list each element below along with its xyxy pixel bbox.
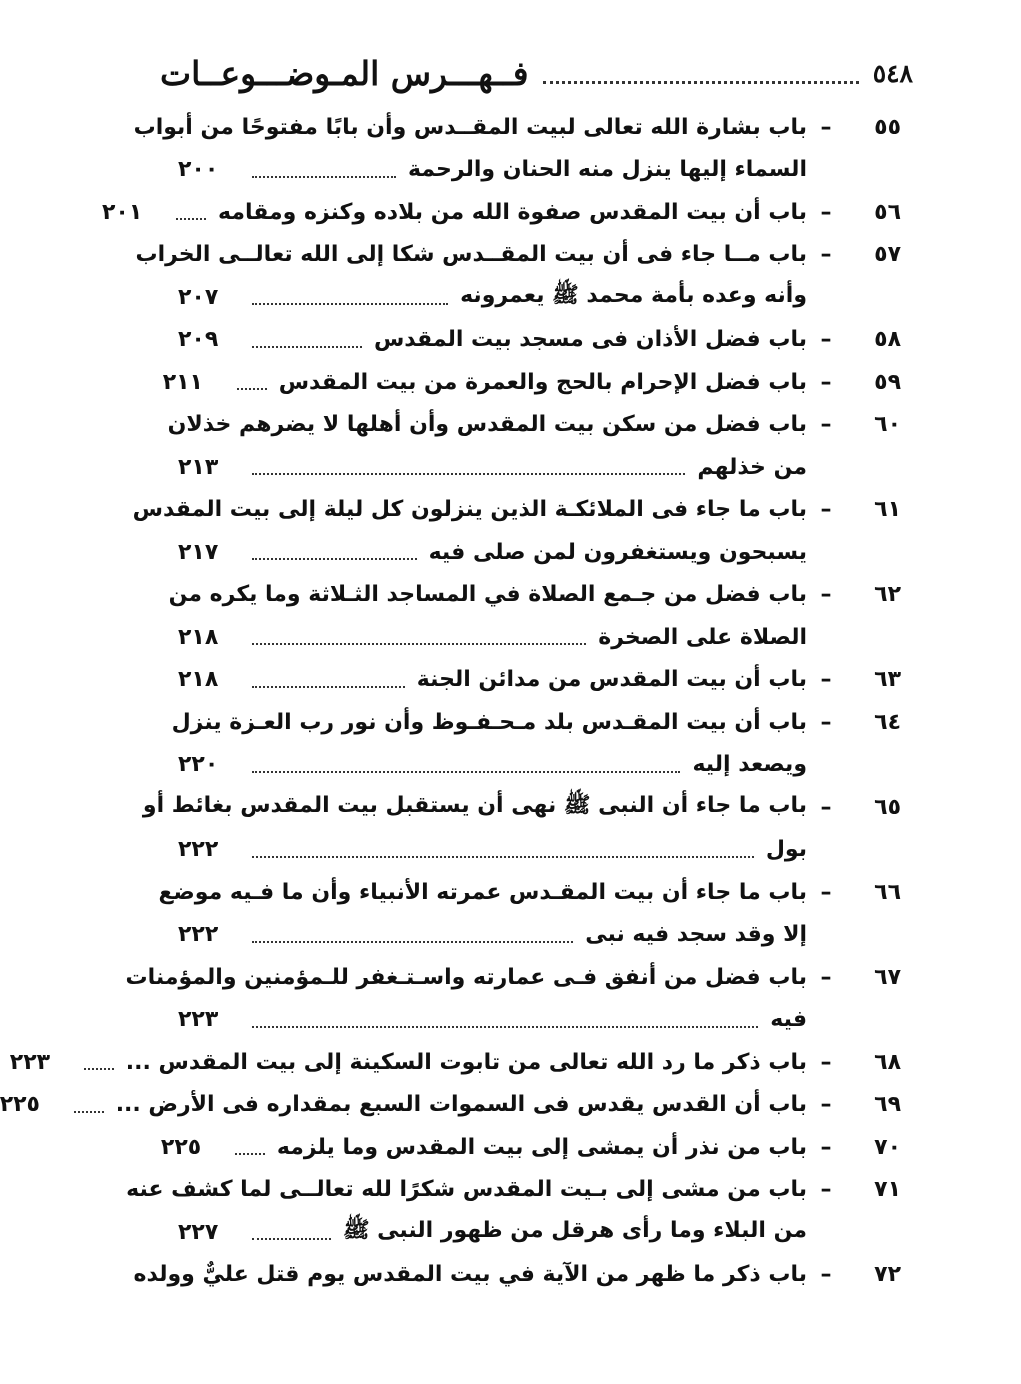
- toc-row: [168, 574, 901, 617]
- entry-title-line: إلا وقد سجد فيه نبى: [585, 922, 807, 948]
- toc-row: [178, 744, 901, 787]
- entry-dash: –: [820, 964, 832, 990]
- entry-dash: –: [820, 369, 832, 395]
- entry-number: ٧١: [874, 1177, 901, 1203]
- entry-number: ٥٨: [874, 327, 901, 353]
- entry-title-line: باب فضل من سكن بيت المقدس وأن أهلها لا يضرهم خذلان: [167, 412, 807, 438]
- entry-page-number: ٢٢٥: [0, 1092, 40, 1118]
- dot-leader: [252, 842, 754, 858]
- entry-title-line: باب فضل الإحرام بالحج والعمرة من بيت المقدس: [278, 369, 807, 395]
- toc-row: [178, 659, 901, 702]
- dot-leader: [84, 1054, 114, 1070]
- entry-number: ٥٦: [874, 199, 901, 225]
- entry-title-line: باب فضل من أنفق فـى عمارته واسـتـغفر للـمؤمنين والمؤمنات: [125, 964, 807, 990]
- dot-leader: [252, 629, 586, 645]
- dot-leader: [252, 927, 573, 943]
- dot-leader: [252, 544, 417, 560]
- toc-row: [102, 191, 901, 234]
- entry-page-number: ٢١٨: [178, 667, 219, 693]
- entry-title-line: باب من مشى إلى بـيت المقدس شكرًا لله تعالــى لما كشف عنه: [126, 1177, 807, 1203]
- toc-row: [178, 531, 901, 574]
- entry-page-number: ٢١١: [162, 369, 203, 395]
- entry-title-line: الصلاة على الصخرة: [598, 624, 807, 650]
- entry-number: ٦٣: [874, 667, 901, 693]
- toc-row: [171, 701, 901, 744]
- entry-number: ٥٩: [874, 369, 901, 395]
- header-dot-leader: [543, 63, 859, 84]
- entry-page-number: ٢٠٩: [178, 327, 219, 353]
- entry-title-line: ويصعد إليه: [692, 752, 807, 778]
- entry-number: ٦٥: [874, 794, 901, 820]
- entry-dash: –: [820, 412, 832, 438]
- dot-leader: [252, 757, 680, 773]
- toc-row: [178, 999, 901, 1042]
- entry-title-line: السماء إليها ينزل منه الحنان والرحمة: [407, 157, 807, 183]
- entry-dash: –: [820, 1177, 832, 1203]
- entry-title-line: باب من نذر أن يمشى إلى بيت المقدس وما يلزمه: [276, 1134, 807, 1160]
- toc-row: [9, 1041, 901, 1084]
- toc-row: [126, 1169, 901, 1212]
- entry-title-line: يسبحون ويستغفرون لمن صلى فيه: [428, 539, 807, 565]
- entry-number: ٦٢: [874, 582, 901, 608]
- entry-dash: –: [820, 114, 832, 140]
- dot-leader: [176, 204, 206, 220]
- toc-row: [178, 149, 901, 192]
- toc-row: [160, 1126, 901, 1169]
- entry-title-line: من البلاء وما رأى هرقل من ظهور النبى ﷺ: [342, 1218, 807, 1244]
- toc-row: [178, 914, 901, 957]
- entry-dash: –: [820, 1134, 832, 1160]
- entry-title-line: باب ما جاء فى الملائكـة الذين ينزلون كل ليلة إلى بيت المقدس: [132, 497, 807, 523]
- entry-title-line: باب ذكر ما ظهر من الآية في بيت المقدس يوم قتل عليٌّ وولده: [133, 1262, 807, 1288]
- entry-number: ٦٩: [874, 1092, 901, 1118]
- entry-title-line: باب أن القدس يقدس فى السموات السبع بمقداره فى الأرض ...: [115, 1092, 807, 1118]
- dot-leader: [252, 459, 685, 475]
- entry-number: ٦٤: [874, 709, 901, 735]
- entry-number: ٦٠: [874, 412, 901, 438]
- entry-page-number: ٢٢٥: [160, 1134, 202, 1160]
- toc-row: [142, 786, 901, 829]
- entry-dash: –: [820, 794, 832, 820]
- entry-dash: –: [820, 242, 832, 268]
- entry-number: ٧٢: [874, 1262, 901, 1288]
- toc-row: [125, 956, 901, 999]
- entry-page-number: ٢٠٠: [178, 157, 219, 183]
- dot-leader: [252, 672, 405, 688]
- entry-dash: –: [820, 879, 832, 905]
- dot-leader: [237, 374, 267, 390]
- entry-page-number: ٢٢٣: [9, 1049, 51, 1075]
- entry-page-number: ٢٠٧: [178, 284, 219, 310]
- dot-leader: [252, 332, 362, 348]
- dot-leader: [252, 1012, 758, 1028]
- entry-title-line: باب أن بيت المقـدس بلد مـحـفـوظ وأن نور رب العـزة ينزل: [171, 709, 807, 735]
- dot-leader: [74, 1097, 104, 1113]
- dot-leader: [252, 162, 396, 178]
- entry-page-number: ٢٢٧: [178, 1219, 219, 1245]
- toc-row: [133, 1254, 901, 1297]
- toc-row: [178, 319, 901, 362]
- entry-dash: –: [820, 1262, 832, 1288]
- entry-dash: –: [820, 582, 832, 608]
- toc-row: [178, 446, 901, 489]
- entry-title-line: بول: [765, 837, 807, 863]
- toc-row: [178, 1211, 901, 1254]
- dot-leader: [252, 1224, 331, 1240]
- entry-title-line: باب ما جاء أن النبى ﷺ نهى أن يستقبل بيت المقدس بغائط أو: [142, 793, 807, 819]
- entry-number: ٦٧: [874, 964, 901, 990]
- entry-title-line: وأنه وعده بأمة محمد ﷺ يعمرونه: [460, 283, 807, 309]
- entry-page-number: ٢٢٠: [178, 752, 219, 778]
- entry-number: ٥٧: [874, 242, 901, 268]
- entry-dash: –: [820, 199, 832, 225]
- entry-number: ٦٨: [874, 1049, 901, 1075]
- entry-title-line: باب فضل الأذان فى مسجد بيت المقدس: [373, 327, 807, 353]
- toc-row: [162, 361, 901, 404]
- running-title: فــهـــرس المـوضـــوعــات: [160, 53, 529, 93]
- toc-row: [132, 489, 901, 532]
- toc-row: [158, 871, 901, 914]
- dot-leader: [252, 289, 448, 305]
- toc-row: [178, 829, 901, 872]
- entry-title-line: باب ذكر ما رد الله تعالى من تابوت السكينة إلى بيت المقدس ...: [125, 1049, 807, 1075]
- entry-dash: –: [820, 709, 832, 735]
- entry-number: ٧٠: [874, 1134, 901, 1160]
- entry-title-line: فيه: [770, 1007, 807, 1033]
- entry-title-line: باب ما جاء أن بيت المقـدس عمرته الأنبياء وأن ما فـيه موضع: [158, 879, 807, 905]
- entry-number: ٦٦: [874, 879, 901, 905]
- toc-row: [135, 234, 901, 277]
- entry-number: ٦١: [874, 497, 901, 523]
- entry-page-number: ٢١٧: [178, 539, 219, 565]
- entry-title-line: باب أن بيت المقدس صفوة الله من بلاده وكنزه ومقامه: [218, 199, 807, 225]
- entry-page-number: ٢٠١: [102, 199, 143, 225]
- entry-title-line: من خذلهم: [697, 454, 807, 480]
- entry-page-number: ٢٢٢: [178, 837, 219, 863]
- toc-row: [133, 106, 901, 149]
- entry-page-number: ٢١٣: [178, 454, 219, 480]
- entry-page-number: ٢٢٣: [178, 1007, 219, 1033]
- entry-title-line: باب بشارة الله تعالى لبيت المقــدس وأن بابًا مفتوحًا من أبواب: [133, 114, 807, 140]
- entry-dash: –: [820, 497, 832, 523]
- entry-dash: –: [820, 667, 832, 693]
- entry-page-number: ٢١٨: [178, 624, 219, 650]
- entry-page-number: ٢٢٢: [178, 922, 219, 948]
- dot-leader: [235, 1139, 265, 1155]
- page-header: [160, 48, 913, 98]
- entry-dash: –: [820, 1049, 832, 1075]
- entry-dash: –: [820, 327, 832, 353]
- table-of-contents: [0, 106, 901, 1296]
- entry-number: ٥٥: [874, 114, 901, 140]
- toc-row: [167, 404, 901, 447]
- entry-title-line: باب أن بيت المقدس من مدائن الجنة: [416, 667, 807, 693]
- entry-title-line: باب مــا جاء فى أن بيت المقــدس شكا إلى الله تعالــى الخراب: [135, 242, 807, 268]
- page-number: ٥٤٨: [872, 58, 913, 88]
- toc-row: [0, 1084, 901, 1127]
- toc-row: [178, 616, 901, 659]
- entry-dash: –: [820, 1092, 832, 1118]
- entry-title-line: باب فضل من جـمع الصلاة في المساجد الثـلاثة وما يكره من: [168, 582, 807, 608]
- toc-row: [178, 276, 901, 319]
